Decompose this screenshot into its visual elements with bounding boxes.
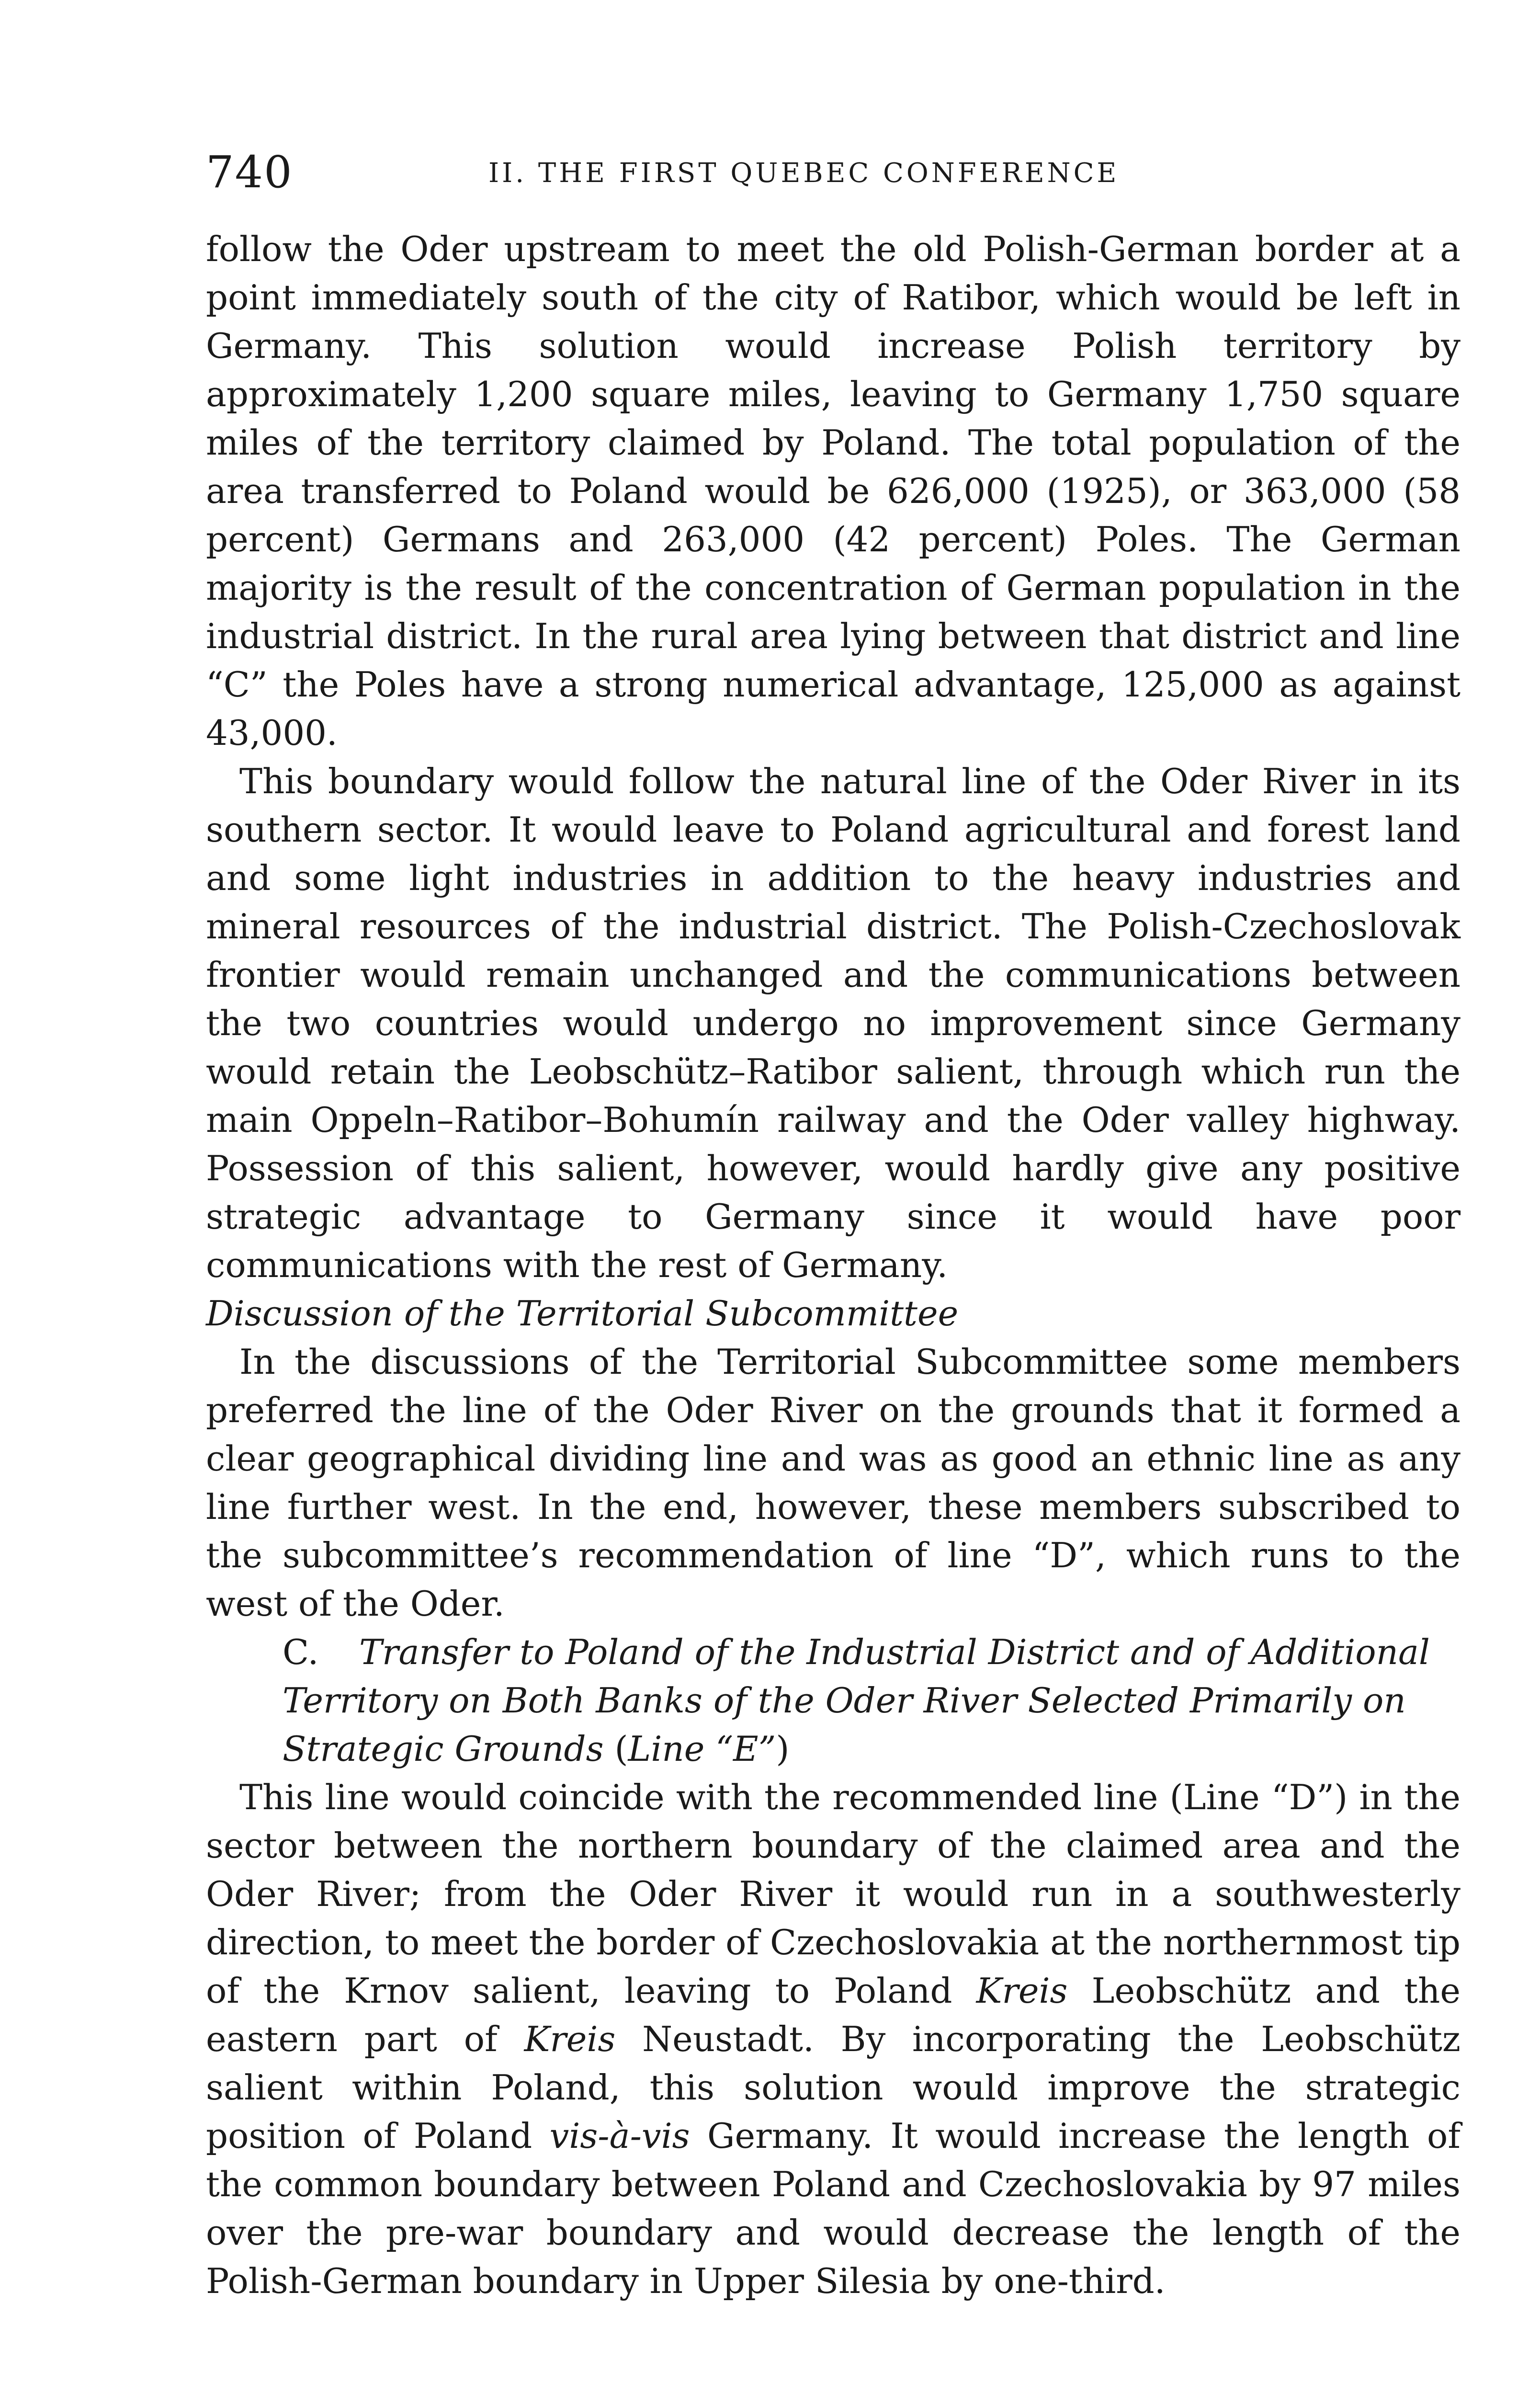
subheading-discussion: Discussion of the Territorial Subcommittee: [206, 1293, 959, 1334]
paragraph-discussion: In the discussions of the Territorial Subcommittee some members preferred the line of the Oder River on the grounds that it formed a clear geographical dividing line and was as good an ethnic line as any line further west. In the end, however, these members subscribed to the subcommittee’s recommendation of line “D”, which runs to the west of the Oder.: [206, 1342, 1461, 1624]
paragraph-line-e-part-d: Germany. It would increase the length of the common boundary between Poland and Czechoslovakia by 97 miles over the pre-war boundary and would decrease the length of the Polish-German boundary in Upper Silesia by one-third.: [206, 2116, 1461, 2301]
kreis-term-2: Kreis: [524, 2019, 616, 2059]
section-heading-c: [206, 1628, 1461, 1773]
body-text: [206, 225, 1461, 2305]
kreis-term-1: Kreis: [976, 1971, 1068, 2011]
page-header: [206, 144, 1461, 201]
section-title: Transfer to Poland of the Industrial District and of Additional Territory on Both Banks of the Oder River Selected Primarily on Strategic Grounds: [283, 1632, 1430, 1769]
section-title-open-paren: (: [614, 1729, 628, 1769]
paragraph-line-e-part-c: Neustadt. By incorporating the Leobschütz salient within Poland, this solution would improve the strategic position of Poland: [206, 2019, 1461, 2156]
page-number: 740: [206, 147, 293, 198]
vis-a-vis-term: vis-à-vis: [549, 2116, 690, 2156]
section-letter: C.: [283, 1632, 319, 1672]
paragraph-line-e-part-a: This line would coincide with the recommended line (Line “D”) in the sector between the northern boundary of the claimed area and the Oder River; from the Oder River it would run in a southwesterly direction, to meet the border of Czechoslovakia at the northernmost tip of the Krnov salient, leaving to Poland: [206, 1777, 1461, 2011]
paragraph-line-e-part-b: Leobschütz and the eastern part of: [206, 1971, 1461, 2059]
section-title-close-paren: ): [776, 1729, 790, 1769]
paragraph-continued: follow the Oder upstream to meet the old Polish-German border at a point immediately south of the city of Ratibor, which would be left in Germany. This solution would increase Polish territory by approximately 1,200 square miles, leaving to Germany 1,750 square miles of the territory claimed by Poland. The total population of the area transferred to Poland would be 626,000 (1925), or 363,000 (58 percent) Germans and 263,000 (42 percent) Poles. The German majority is the result of the concentration of German population in the industrial district. In the rural area lying between that district and line “C” the Poles have a strong numerical advantage, 125,000 as against 43,000.: [206, 229, 1461, 753]
paragraph-line-e: [206, 1773, 1461, 2305]
section-title-line-e: Line “E”: [628, 1729, 776, 1769]
paragraph-boundary-oder: This boundary would follow the natural line of the Oder River in its southern sector. It would leave to Poland agricultural and forest land and some light industries in addition to the heavy industries and mineral resources of the industrial district. The Polish-Czechoslovak frontier would remain unchanged and the communications between the two countries would undergo no improvement since Germany would retain the Leobschütz–Ratibor salient, through which run the main Oppeln–Ratibor–Bohumín railway and the Oder valley highway. Possession of this salient, however, would hardly give any positive strategic advantage to Germany since it would have poor communications with the rest of Germany.: [206, 761, 1461, 1285]
running-head: II. THE FIRST QUEBEC CONFERENCE: [488, 158, 1120, 189]
